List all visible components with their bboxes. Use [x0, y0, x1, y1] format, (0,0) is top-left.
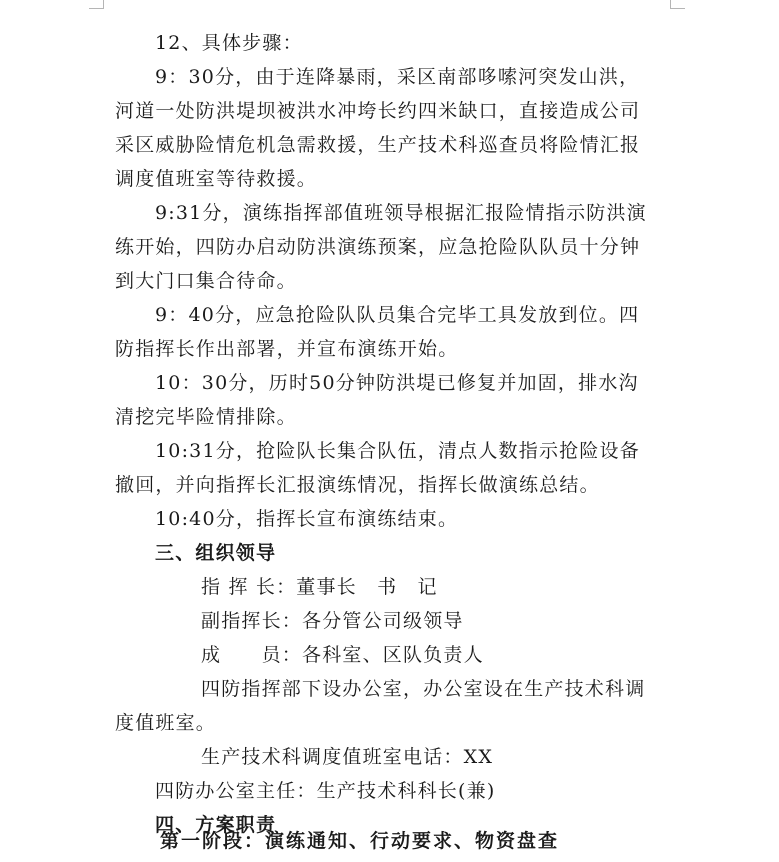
text-line-16: 三、组织领导	[155, 542, 277, 564]
text-line-17: 指 挥 长：董事长 书 记	[201, 576, 438, 598]
text-line-14: 撤回，并向指挥长汇报演练情况，指挥长做演练总结。	[115, 474, 600, 496]
text-line-1: 12、具体步骤：	[155, 32, 303, 54]
text-line-24: 四、方案职责	[155, 814, 277, 836]
document-body	[115, 26, 675, 842]
text-line-6: 9:31分，演练指挥部值班领导根据汇报险情指示防洪演	[155, 202, 647, 224]
text-line-15: 10:40分，指挥长宣布演练结束。	[155, 508, 459, 530]
text-line-4: 采区威胁险情危机急需救援，生产技术科巡查员将险情汇报	[115, 134, 641, 156]
text-line-9: 9：40分，应急抢险队队员集合完毕工具发放到位。四	[155, 304, 640, 326]
text-line-13: 10:31分，抢险队长集合队伍，清点人数指示抢险设备	[155, 440, 640, 462]
text-line-2: 9：30分，由于连降暴雨，采区南部哆嗦河突发山洪，	[155, 66, 640, 88]
text-line-23: 四防办公室主任：生产技术科科长(兼)	[155, 780, 496, 802]
text-line-21: 度值班室。	[115, 712, 217, 734]
text-line-11: 10：30分，历时50分钟防洪堤已修复并加固，排水沟	[155, 372, 639, 394]
text-line-8: 到大门口集合待命。	[115, 270, 297, 292]
page-corner-mark-right	[670, 0, 685, 9]
text-line-3: 河道一处防洪堤坝被洪水冲垮长约四米缺口，直接造成公司	[115, 100, 641, 122]
text-line-10: 防指挥长作出部署，并宣布演练开始。	[115, 338, 459, 360]
text-line-5: 调度值班室等待救援。	[115, 168, 318, 190]
text-line-22: 生产技术科调度值班室电话：XX	[201, 746, 494, 768]
text-line-20: 四防指挥部下设办公室，办公室设在生产技术科调	[201, 678, 646, 700]
text-line-7: 练开始，四防办启动防洪演练预案，应急抢险队队员十分钟	[115, 236, 641, 258]
text-line-12: 清挖完毕险情排除。	[115, 406, 297, 428]
page-corner-mark-left	[89, 0, 104, 9]
text-line-19: 成 员：各科室、区队负责人	[201, 644, 484, 666]
stage-heading: 第一阶段：演练通知、行动要求、物资盘查	[160, 830, 560, 852]
text-line-18: 副指挥长：各分管公司级领导	[201, 610, 464, 632]
